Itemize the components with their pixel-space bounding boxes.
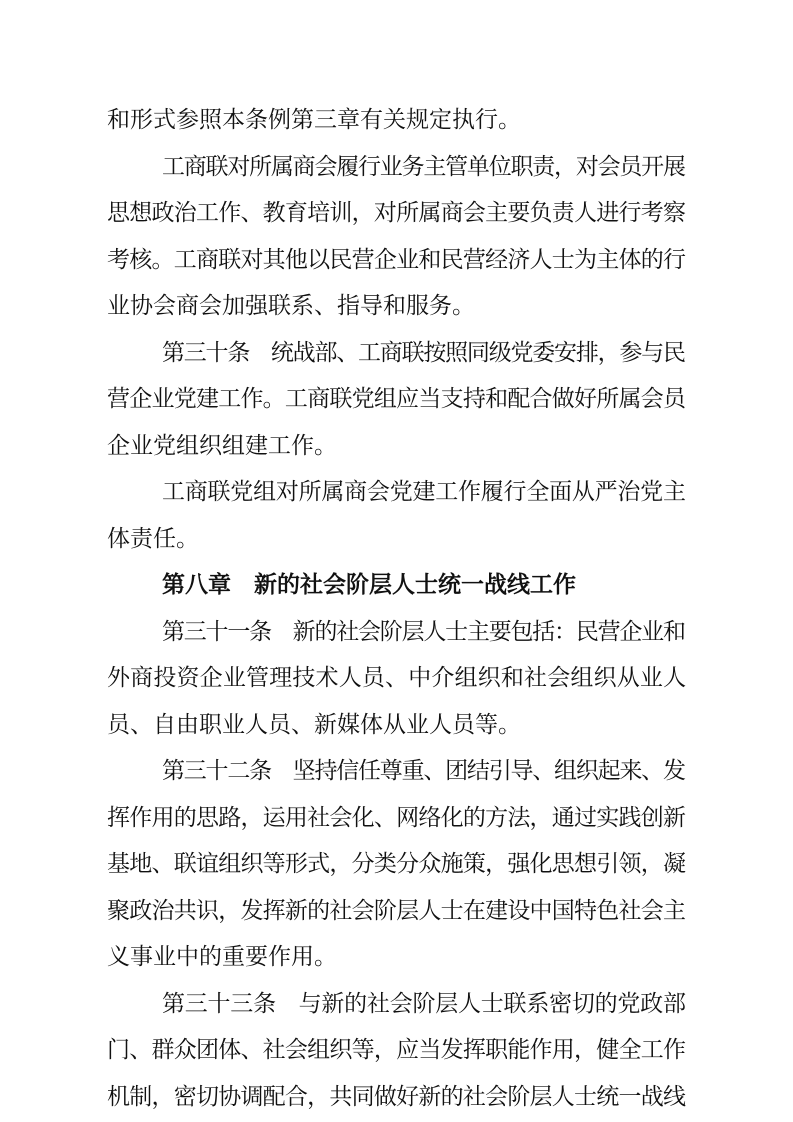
text-line-content: 企业党组织组建工作。 bbox=[107, 432, 337, 459]
text-line-content: 聚政治共识，发挥新的社会阶层人士在建设中国特色社会主 bbox=[107, 897, 686, 924]
text-line bbox=[0, 374, 793, 424]
text-line bbox=[0, 188, 793, 238]
text-line-content: 第三十条 统战部、工商联按照同级党委安排，参与民 bbox=[162, 339, 685, 366]
text-line bbox=[0, 932, 793, 982]
text-line-content: 考核。工商联对其他以民营企业和民营经济人士为主体的行 bbox=[107, 246, 686, 273]
text-line-content: 第三十三条 与新的社会阶层人士联系密切的党政部 bbox=[162, 990, 686, 1017]
text-line-content: 机制，密切协调配合，共同做好新的社会阶层人士统一战线 bbox=[107, 1084, 686, 1110]
text-line-content: 外商投资企业管理技术人员、中介组织和社会组织从业人 bbox=[107, 665, 687, 692]
text-line-content: 业协会商会加强联系、指导和服务。 bbox=[107, 293, 475, 320]
text-line bbox=[0, 421, 793, 471]
text-line bbox=[0, 1025, 793, 1075]
article-30-first-line bbox=[0, 328, 793, 378]
text-line-content: 和形式参照本条例第三章有关规定执行。 bbox=[107, 107, 521, 133]
text-line bbox=[0, 281, 793, 331]
text-line bbox=[0, 653, 793, 703]
text-line bbox=[0, 700, 793, 750]
text-line bbox=[0, 793, 793, 843]
text-line bbox=[0, 514, 793, 564]
text-line bbox=[0, 839, 793, 889]
text-line-content: 门、群众团体、社会组织等，应当发挥职能作用，健全工作 bbox=[107, 1037, 686, 1064]
paragraph-first-line bbox=[0, 467, 793, 517]
text-line bbox=[0, 886, 793, 936]
text-line-content: 工商联对所属商会履行业务主管单位职责，对会员开展 bbox=[162, 153, 685, 180]
text-line-content: 营企业党建工作。工商联党组应当支持和配合做好所属会员 bbox=[107, 386, 686, 413]
text-line-content: 工商联党组对所属商会党建工作履行全面从严治党主 bbox=[162, 479, 686, 506]
article-32-first-line bbox=[0, 746, 793, 796]
text-line bbox=[0, 1072, 793, 1122]
article-31-first-line bbox=[0, 607, 793, 657]
text-line-content: 义事业中的重要作用。 bbox=[107, 944, 337, 971]
text-line-content: 思想政治工作、教育培训，对所属商会主要负责人进行考察 bbox=[107, 200, 686, 227]
text-line bbox=[0, 235, 793, 285]
text-line-content: 基地、联谊组织等形式，分类分众施策，强化思想引领，凝 bbox=[107, 851, 686, 878]
chapter-heading bbox=[0, 560, 793, 610]
text-line bbox=[0, 95, 793, 145]
text-line-content: 第三十二条 坚持信任尊重、团结引导、组织起来、发 bbox=[162, 758, 685, 785]
paragraph-first-line bbox=[0, 142, 793, 192]
chapter-heading-text: 第八章 新的社会阶层人士统一战线工作 bbox=[162, 572, 576, 599]
text-line-content: 员、自由职业人员、新媒体从业人员等。 bbox=[107, 711, 521, 738]
article-33-first-line bbox=[0, 979, 793, 1029]
text-line-content: 体责任。 bbox=[107, 525, 199, 552]
text-line-content: 第三十一条 新的社会阶层人士主要包括：民营企业和 bbox=[162, 618, 685, 645]
text-line-content: 挥作用的思路，运用社会化、网络化的方法，通过实践创新 bbox=[107, 804, 686, 831]
